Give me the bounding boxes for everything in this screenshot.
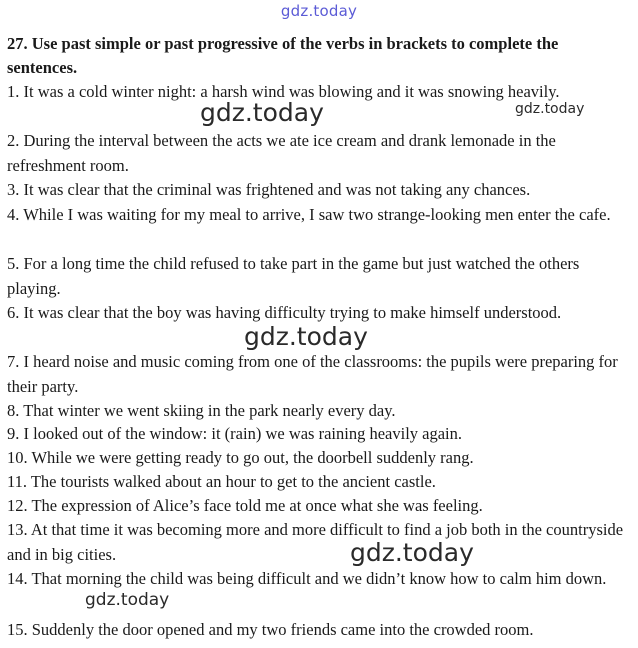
watermark-overlay-1: gdz.today bbox=[200, 98, 324, 127]
sentence-7: 7. I heard noise and music coming from one of the classrooms: the pupils were preparing for their party. bbox=[7, 352, 618, 396]
sentence-13: 13. At that time it was becoming more and more difficult to find a job both in the countryside and in big cities. bbox=[7, 520, 624, 564]
sentence-14: 14. That morning the child was being difficult and we didn’t know how to calm him down. bbox=[7, 569, 607, 588]
sentence-15: 15. Suddenly the door opened and my two friends came into the crowded room. bbox=[7, 620, 534, 639]
sentence-6: 6. It was clear that the boy was having difficulty trying to make himself understood. bbox=[7, 303, 562, 322]
sentence-9: 9. I looked out of the window: it (rain) we was raining heavily again. bbox=[7, 424, 463, 443]
sentence-3: 3. It was clear that the criminal was frightened and was not taking any chances. bbox=[7, 180, 531, 199]
sentence-12: 12. The expression of Alice’s face told me at once what she was feeling. bbox=[7, 496, 483, 515]
sentence-4: 4. While I was waiting for my meal to arrive, I saw two strange-looking men enter the cafe. bbox=[7, 205, 611, 224]
watermark-overlay-4: gdz.today bbox=[350, 538, 474, 567]
sentence-10: 10. While we were getting ready to go out, the doorbell suddenly rang. bbox=[7, 448, 474, 467]
header-watermark: gdz.today bbox=[280, 2, 358, 20]
sentence-8: 8. That winter we went skiing in the park nearly every day. bbox=[7, 401, 396, 420]
sentence-11: 11. The tourists walked about an hour to get to the ancient castle. bbox=[7, 472, 436, 491]
sentence-1: 1. It was a cold winter night: a harsh wind was blowing and it was snowing heavily. bbox=[7, 82, 560, 101]
sentence-5: 5. For a long time the child refused to take part in the game but just watched the others playing. bbox=[7, 254, 580, 298]
watermark-overlay-3: gdz.today bbox=[244, 322, 368, 351]
watermark-overlay-2: gdz.today bbox=[515, 101, 585, 117]
watermark-overlay-5: gdz.today bbox=[85, 590, 170, 610]
exercise-title: 27. Use past simple or past progressive of the verbs in brackets to complete the sentences. bbox=[7, 34, 559, 77]
sentence-2: 2. During the interval between the acts we ate ice cream and drank lemonade in the refreshment room. bbox=[7, 131, 556, 175]
